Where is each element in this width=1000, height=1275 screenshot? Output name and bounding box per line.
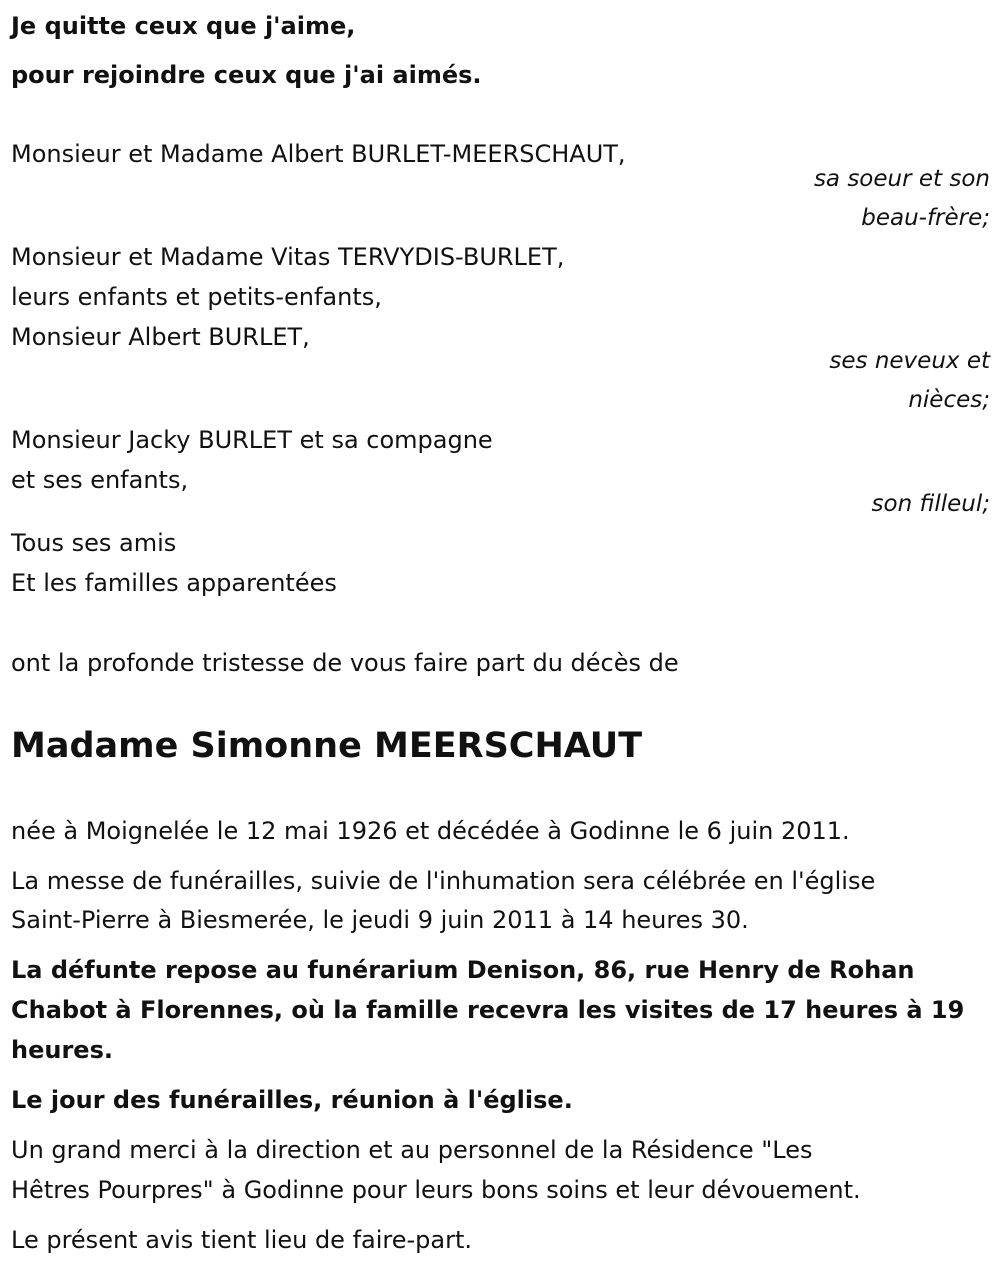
closing-text: Le présent avis tient lieu de faire-part. — [11, 1226, 473, 1254]
epigraph-line-1: Je quitte ceux que j'aime, — [11, 12, 356, 40]
thanks-text-line: Hêtres Pourpres" à Godinne pour leurs bons soins et leur dévouement. — [11, 1176, 861, 1204]
family-member-line: Monsieur et Madame Albert BURLET-MEERSCHAUT, — [11, 140, 626, 168]
deceased-name: Madame Simonne MEERSCHAUT — [11, 726, 643, 766]
funerarium-text-line: Chabot à Florennes, où la famille recevra les visites de 17 heures à 19 — [11, 996, 965, 1024]
relation-label: beau-frère; — [861, 205, 990, 231]
meeting-text: Le jour des funérailles, réunion à l'église. — [11, 1086, 573, 1114]
relation-label: son filleul; — [871, 491, 990, 517]
funerarium-text-line: heures. — [11, 1036, 113, 1064]
relation-label: sa soeur et son — [813, 166, 990, 192]
relation-label: ses neveux et — [829, 348, 990, 374]
family-member-line: Monsieur Jacky BURLET et sa compagne — [11, 426, 493, 454]
thanks-text-line: Un grand merci à la direction et au personnel de la Résidence "Les — [11, 1136, 813, 1164]
family-member-line: leurs enfants et petits-enfants, — [11, 283, 382, 311]
mass-text-line: La messe de funérailles, suivie de l'inhumation sera célébrée en l'église — [11, 867, 876, 895]
friends-line: Tous ses amis — [11, 529, 177, 557]
mass-text-line: Saint-Pierre à Biesmerée, le jeudi 9 juin 2011 à 14 heures 30. — [11, 906, 749, 934]
family-member-line: et ses enfants, — [11, 466, 189, 494]
funerarium-text-line: La défunte repose au funérarium Denison, 86, rue Henry de Rohan — [11, 956, 915, 984]
friends-line: Et les familles apparentées — [11, 569, 337, 597]
relation-label: nièces; — [908, 387, 990, 413]
birth-death-text: née à Moignelée le 12 mai 1926 et décédée à Godinne le 6 juin 2011. — [11, 817, 850, 845]
announcement-text: ont la profonde tristesse de vous faire part du décès de — [11, 649, 679, 677]
family-member-line: Monsieur Albert BURLET, — [11, 323, 310, 351]
family-member-line: Monsieur et Madame Vitas TERVYDIS-BURLET, — [11, 243, 565, 271]
epigraph-line-2: pour rejoindre ceux que j'ai aimés. — [11, 61, 482, 89]
